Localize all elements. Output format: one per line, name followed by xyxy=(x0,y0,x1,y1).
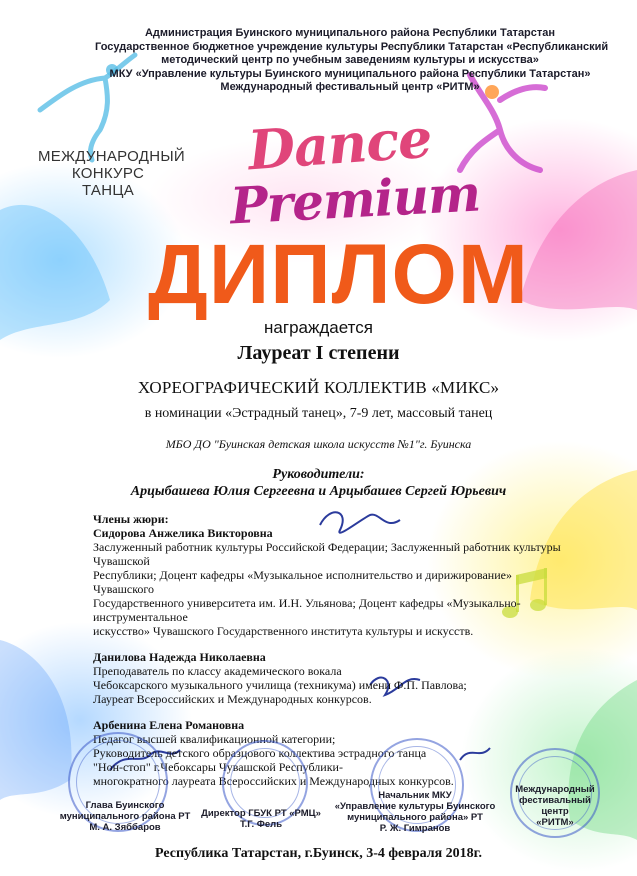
nomination-text: в номинации «Эстрадный танец», 7-9 лет, массовый танец xyxy=(144,406,493,421)
jury-member-name: Арбенина Елена Романовна xyxy=(93,718,245,732)
contest-line: МЕЖДУНАРОДНЫЙ xyxy=(38,148,186,165)
issuer-line: методический центр по учебным заведениям культуры и искусства» xyxy=(161,54,539,66)
signature-name: Р. Ж. Гимранов xyxy=(379,823,451,834)
jury-member-credential: Педагог высшей квалификационной категории; xyxy=(93,732,336,746)
issuer-line: МКУ «Управление культуры Буинского муниципального района Республики Татарстан» xyxy=(109,67,591,80)
jury-member-credential: Чебоксарского музыкального училища (техникума) имени Ф.П. Павлова; xyxy=(93,678,467,692)
signature-title: Глава Буинского xyxy=(85,800,165,811)
signature-title: муниципального района» РТ xyxy=(347,812,483,823)
leaders-title: Руководители: xyxy=(272,467,365,482)
pink-splash xyxy=(520,170,637,310)
signature-block-chief xyxy=(330,790,500,834)
signature-block-head xyxy=(55,800,195,833)
jury-member-credential: искусство» Чувашского Государственного института культуры и искусств. xyxy=(93,624,474,638)
signature-title: Международный xyxy=(515,784,595,795)
blue-splash-bottom xyxy=(0,640,72,800)
jury-member-credential: Республики; Доцент кафедры «Музыкальное исполнительство и дирижирование» Чувашского xyxy=(93,568,512,596)
jury-member-credential: Государственного университета им. И.Н. Ульянова; Доцент кафедры «Музыкально-инструментальное xyxy=(93,596,521,624)
jury-member-credential: Преподаватель по классу академического вокала xyxy=(93,664,342,678)
footer-place-date: Республика Татарстан, г.Буинск, 3-4 февраля 2018г. xyxy=(155,846,482,861)
signature-name: Т.Г. Фель xyxy=(239,819,283,830)
school-name: МБО ДО "Буинская детская школа искусств №1"г. Буинска xyxy=(165,437,472,451)
signature-title: «РИТМ» xyxy=(536,817,574,828)
jury-member-name: Сидорова Анжелика Викторовна xyxy=(93,526,273,540)
diploma-title: ДИПЛОМ xyxy=(148,227,529,321)
jury-member-credential: Руководитель детского образцового коллектива эстрадного танца xyxy=(93,746,427,760)
jury-member-credential: Лауреат Всероссийских и Международных конкурсов. xyxy=(93,692,372,706)
signature-title: фестивальный центр xyxy=(519,795,591,817)
laureate-degree: Лауреат I степени xyxy=(237,342,400,364)
jury-member-name: Данилова Надежда Николаевна xyxy=(93,650,266,664)
jury-title: Члены жюри: xyxy=(93,512,169,526)
contest-line: ТАНЦА xyxy=(81,182,135,199)
signature-title: Начальник МКУ xyxy=(378,790,452,801)
jury-section xyxy=(93,512,573,788)
signature-title: Директор ГБУК РТ «РМЦ» xyxy=(201,808,321,819)
issuer-line: Государственное бюджетное учреждение культуры Республики Татарстан «Республиканский xyxy=(95,40,609,53)
awarded-text: награждается xyxy=(264,318,373,337)
signature-block-ritm xyxy=(505,784,605,828)
collective-name: ХОРЕОГРАФИЧЕСКИЙ КОЛЛЕКТИВ «МИКС» xyxy=(137,378,500,397)
signature-block-director xyxy=(196,808,326,830)
issuer-line: Международный фестивальный центр «РИТМ» xyxy=(220,81,480,93)
jury-member-credential: "Нон-стоп" г.Чебоксары Чувашской Республики- xyxy=(93,760,343,774)
logo-premium: Premium xyxy=(228,163,482,236)
leaders-names: Арцыбашева Юлия Сергеевна и Арцыбашев Сергей Юрьевич xyxy=(130,484,507,499)
jury-member-credential: Заслуженный работник культуры Российской Федерации; Заслуженный работник культуры Чувашской xyxy=(93,540,561,568)
issuer-line: Администрация Буинского муниципального района Республики Татарстан xyxy=(144,27,556,39)
issuer-header xyxy=(95,27,609,95)
contest-line: КОНКУРС xyxy=(71,165,145,182)
signature-name: М. А. Зяббаров xyxy=(89,822,161,833)
jury-member-credential: многократного лауреата Всероссийских и Международных конкурсов. xyxy=(93,774,454,788)
signature-title: «Управление культуры Буинского xyxy=(334,801,496,812)
signature-title: муниципального района РТ xyxy=(59,811,191,822)
contest-name xyxy=(38,148,186,199)
logo-dance: Dance xyxy=(245,105,434,183)
